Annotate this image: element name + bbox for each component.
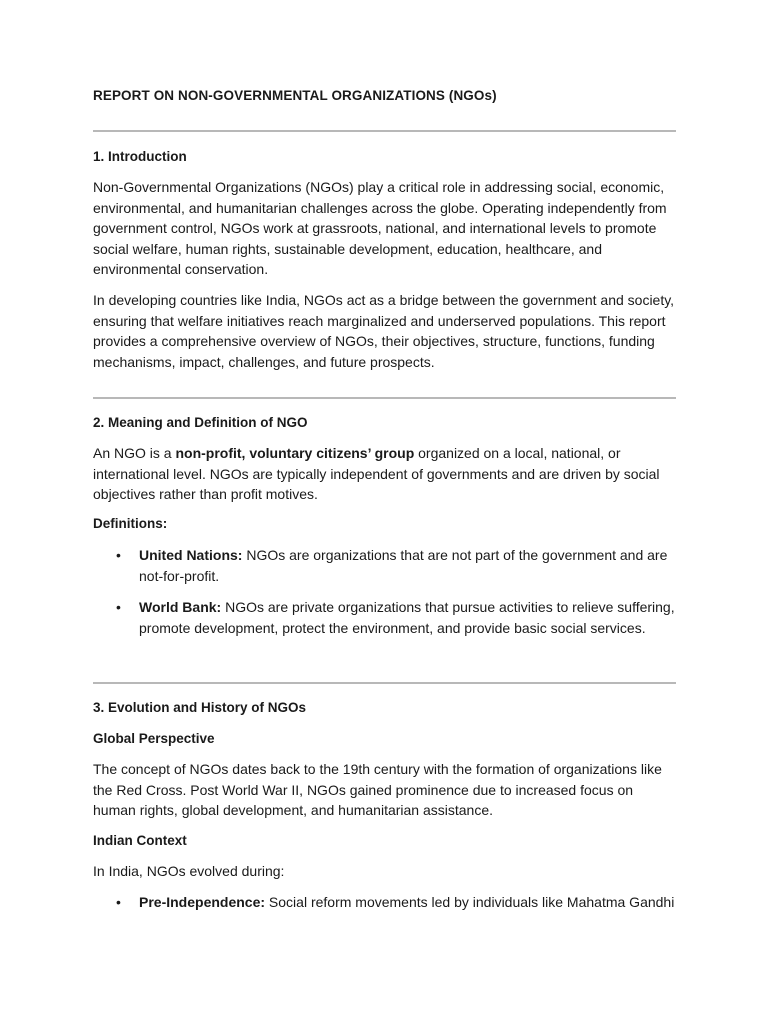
bullet-icon: • — [116, 599, 121, 615]
subheading-indian-context: Indian Context — [93, 833, 187, 848]
intro-paragraph-1: Non-Governmental Organizations (NGOs) play a critical role in addressing social, economic, environmental, and humanitarian challenges across the globe. Operating independently from government control, NGOs work at grassroots, national, and international levels to promote social welfare, human rights, sustainable development, education, healthcare, and environmental conservation. — [93, 179, 667, 278]
section-heading-introduction: 1. Introduction — [93, 149, 187, 164]
subheading-global-perspective: Global Perspective — [93, 731, 215, 746]
definition-text: NGOs are organizations that are not part of the government and are not-for-profit. — [139, 547, 668, 584]
definition-term: United Nations: — [139, 547, 243, 563]
list-item — [139, 597, 679, 638]
indian-intro: In India, NGOs evolved during: — [93, 863, 285, 879]
meaning-bold-text: non-profit, voluntary citizens’ group — [175, 445, 415, 461]
bullet-icon: • — [116, 894, 121, 910]
global-paragraph: The concept of NGOs dates back to the 19th century with the formation of organizations like the Red Cross. Post World War II, NGOs gained prominence due to increased focus on human rights, global development, and humanitarian assistance. — [93, 761, 662, 819]
phase-term: Pre-Independence: — [139, 894, 266, 910]
list-item — [139, 892, 679, 913]
meaning-paragraph — [93, 443, 677, 505]
section-heading-meaning: 2. Meaning and Definition of NGO — [93, 415, 308, 430]
list-item — [139, 545, 679, 586]
section-divider — [93, 130, 676, 132]
meaning-text: organized on a local, national, or international level. NGOs are typically independent of governments and are driven by social objectives rather than profit motives. — [93, 445, 660, 503]
section-divider — [93, 397, 676, 399]
definition-text: NGOs are private organizations that pursue activities to relieve suffering, promote development, protect the environment, and provide basic social services. — [139, 599, 675, 636]
section-divider — [93, 682, 676, 684]
bullet-icon: • — [116, 547, 121, 563]
meaning-text: An NGO is a — [93, 445, 176, 461]
phase-text: Social reform movements led by individuals like Mahatma Gandhi — [265, 894, 675, 910]
report-title: REPORT ON NON-GOVERNMENTAL ORGANIZATIONS (NGOs) — [93, 88, 497, 103]
definitions-label: Definitions: — [93, 516, 168, 531]
intro-paragraph-2: In developing countries like India, NGOs act as a bridge between the government and society, ensuring that welfare initiatives reach marginalized and underserved populations. This report provides a comprehensive overview of NGOs, their objectives, structure, functions, funding mechanisms, impact, challenges, and future prospects. — [93, 292, 675, 370]
section-heading-evolution: 3. Evolution and History of NGOs — [93, 700, 307, 715]
definition-term: World Bank: — [139, 599, 222, 615]
